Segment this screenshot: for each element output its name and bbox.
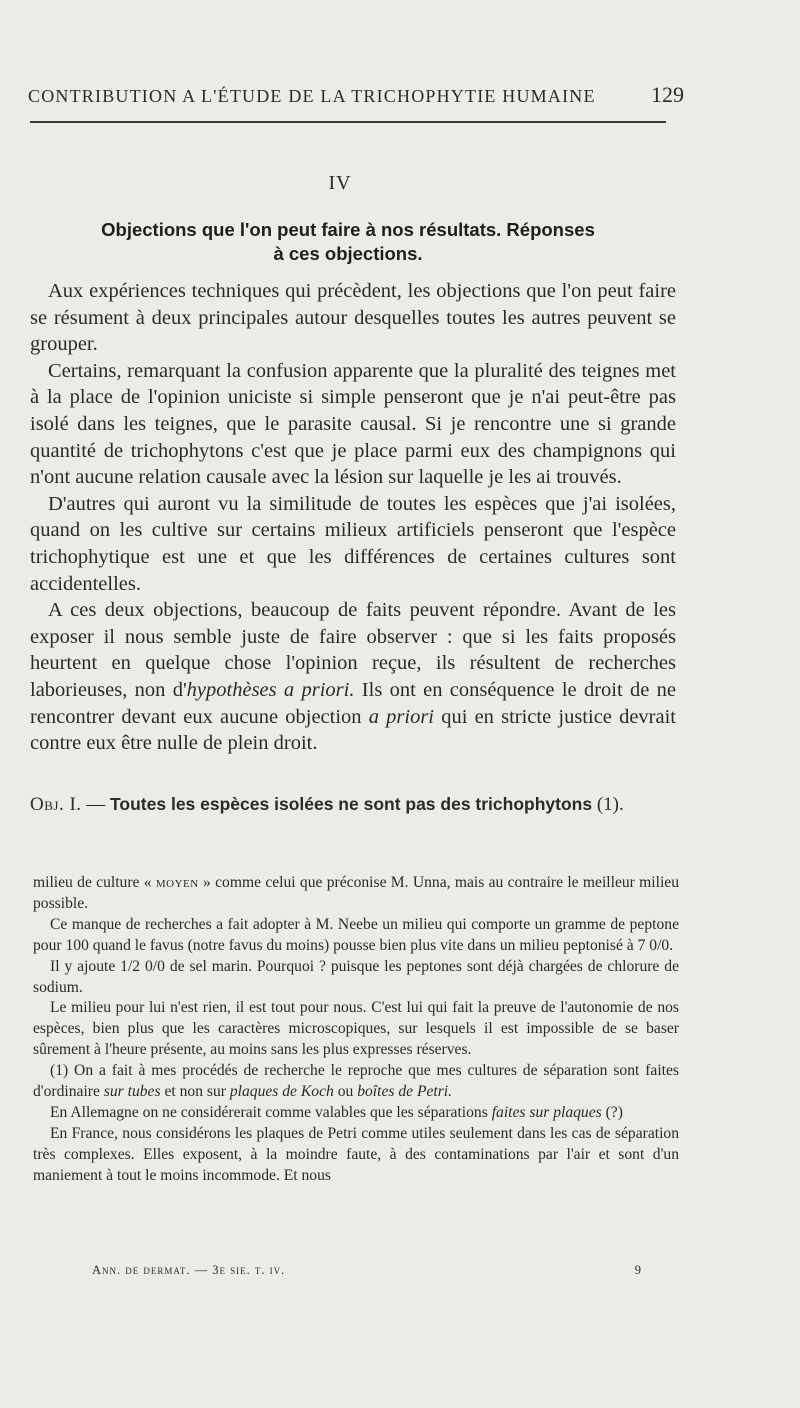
text-run: et non sur (160, 1083, 230, 1101)
text-run: milieu de culture « (33, 874, 156, 891)
running-header (28, 82, 684, 108)
objection-dash: — (81, 794, 111, 815)
italic-text: a priori (368, 705, 435, 728)
objection-heading (30, 792, 676, 817)
footnote-ref: (1). (592, 794, 624, 815)
main-text (30, 278, 676, 757)
paragraph: Aux expériences techniques qui précèdent, les objections que l'on peut faire se résument à deux principales autour desquelles toutes les autres peuvent se grouper. (30, 280, 676, 356)
text-run: A ces deux objections, beaucoup de faits peuvent répondre. Avant de les exposer il nous semble juste de faire observer : que si les faits proposés heurtent en quelque chose l'opinion reçue, ils résultent de recherches laborieuses, non d' (30, 599, 676, 701)
italic-text: boîtes de Petri. (357, 1083, 453, 1101)
paragraph: D'autres qui auront vu la similitude de toutes les espèces que j'ai isolées, quand on les cultive sur certains milieux artificiels penseront que l'espèce trichophytique est une et que les différences de certaines cultures sont accidentelles. (30, 492, 676, 595)
paragraph: Certains, remarquant la confusion apparente que la pluralité des teignes met à la place de l'opinion uniciste si simple penseront que je n'ai peut-être pas isolé dans les teignes, que le parasite causal. Si je rencontre une si grande quantité de trichophytons c'est que je place parmi eux des champignons qui n'ont aucune relation causale avec la lésion sur laquelle je les ai trouvés. (30, 359, 676, 489)
text-run: » comme celui que préconise M. Unna, mais au contraire le meilleur milieu possible. (33, 874, 680, 912)
section-title-line-2: à ces objections. (273, 243, 423, 264)
objection-text: Toutes les espèces isolées ne sont pas des trichophytons (110, 794, 593, 814)
footnote-paragraph (33, 1061, 679, 1103)
journal-reference: Ann. de dermat. — 3e sie. t. iv. (92, 1263, 286, 1277)
footnote-paragraph (33, 1103, 679, 1124)
footnote-paragraph: En France, nous considérons les plaques de Petri comme utiles seulement dans les cas de séparation très complexes. Elles exposent, à la moindre faute, à des contaminations par l'air et sont d'un maniement à tout le moins incommode. Et nous (33, 1124, 679, 1184)
section-title-line-1: Objections que l'on peut faire à nos résultats. Réponses (101, 219, 595, 240)
page-number: 129 (651, 82, 684, 107)
section-title (30, 218, 666, 266)
small-caps-text: moyen (155, 874, 199, 891)
text-run: ou (333, 1083, 358, 1101)
paragraph (30, 597, 676, 757)
objection-label: Obj. I. (30, 794, 82, 815)
header-rule (30, 121, 666, 123)
text-run: (?) (601, 1103, 623, 1121)
italic-text: sur tubes (103, 1083, 161, 1101)
signature-mark: 9 (634, 1263, 642, 1277)
text-run: Ils ont en conséquence le droit de ne rencontrer devant eux aucune objection (30, 678, 676, 728)
text-run: En Allemagne on ne considérerait comme valables que les séparations (50, 1103, 492, 1121)
text-run: qui en stricte justice devrait contre eux être nulle de plein droit. (30, 705, 677, 755)
footnote-paragraph: Le milieu pour lui n'est rien, il est tout pour nous. C'est lui qui fait la preuve de l'autonomie de nos espèces, bien plus que les caractères microscopiques, sur lesquels il est impossible de se baser sûrement à l'heure présente, au moins sans les plus expresses réserves. (33, 999, 679, 1059)
footnote-paragraph: Ce manque de recherches a fait adopter à M. Neebe un milieu qui comporte un gramme de peptone pour 100 quand le favus (notre favus du moins) pousse bien plus vite dans un milieu peptonisé à 7 0/0. (33, 915, 679, 954)
section-number: IV (328, 172, 352, 194)
footnote-paragraph (33, 873, 679, 915)
footnotes (33, 873, 679, 1187)
italic-text: plaques de Koch (229, 1083, 334, 1101)
text-run: (1) On a fait à mes procédés de recherche le reproche que mes cultures de séparation sont faites d'ordinaire (33, 1062, 679, 1101)
italic-text: faites sur plaques (491, 1103, 602, 1121)
footnote-paragraph: Il y ajoute 1/2 0/0 de sel marin. Pourquoi ? puisque les peptones sont déjà chargées de chlorure de sodium. (33, 957, 679, 996)
running-title: CONTRIBUTION A L'ÉTUDE DE LA TRICHOPHYTIE HUMAINE (28, 86, 596, 106)
page-footer (92, 1263, 642, 1278)
italic-text: hypothèses a priori. (186, 678, 355, 701)
